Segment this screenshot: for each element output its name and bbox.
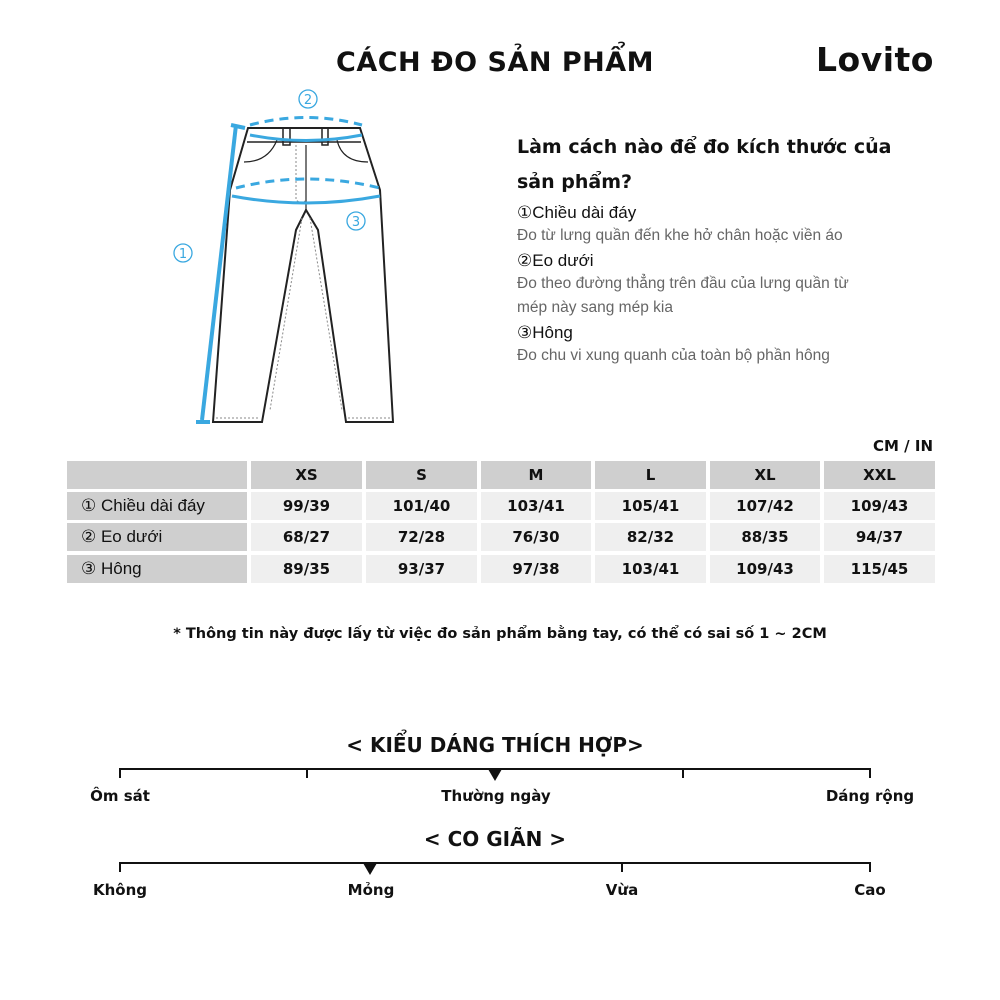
- table-cell: 68/27: [251, 523, 362, 551]
- column-header: L: [595, 461, 706, 489]
- row-label: ② Eo dưới: [67, 523, 247, 551]
- scale-label: Thường ngày: [441, 787, 551, 805]
- fit-scale-title: < KIỂU DÁNG THÍCH HỢP>: [346, 733, 644, 757]
- measure-item-title: ②Eo dưới: [517, 251, 594, 270]
- scale-label: Mỏng: [347, 881, 395, 899]
- svg-text:2: 2: [303, 93, 313, 108]
- pants-outline-icon: [213, 128, 393, 422]
- table-cell: 72/28: [366, 523, 477, 551]
- svg-text:1: 1: [178, 247, 188, 262]
- measure-item-desc: Đo từ lưng quần đến khe hở chân hoặc viền áo: [517, 227, 843, 244]
- pants-measurement-diagram: [160, 80, 410, 440]
- column-header: S: [366, 461, 477, 489]
- measure-item-desc: Đo theo đường thẳng trên đầu của lưng quần từ: [517, 275, 849, 292]
- table-cell: 101/40: [366, 492, 477, 520]
- selected-marker-icon: [488, 769, 502, 781]
- stretch-scale-title: < CO GIÃN >: [423, 827, 567, 851]
- page-title: CÁCH ĐO SẢN PHẨM: [336, 47, 654, 78]
- table-corner-cell: [67, 461, 247, 489]
- scale-tick: [621, 862, 623, 872]
- table-cell: 103/41: [595, 555, 706, 583]
- stretch-scale-line: [119, 862, 871, 864]
- table-cell: 89/35: [251, 555, 362, 583]
- measurement-note: * Thông tin này được lấy từ việc đo sản phẩm bằng tay, có thể có sai số 1 ~ 2CM: [173, 626, 827, 642]
- scale-label: Dáng rộng: [825, 787, 915, 805]
- measure-item-title: ①Chiều dài đáy: [517, 203, 637, 222]
- how-to-question: Làm cách nào để đo kích thước của: [517, 136, 892, 158]
- table-cell: 76/30: [481, 523, 591, 551]
- table-cell: 94/37: [824, 523, 935, 551]
- measure-item-desc: Đo chu vi xung quanh của toàn bộ phần hông: [517, 347, 830, 364]
- table-cell: 99/39: [251, 492, 362, 520]
- scale-tick: [119, 862, 121, 872]
- scale-tick: [682, 768, 684, 778]
- measure-item-desc-cont: mép này sang mép kia: [517, 299, 673, 316]
- scale-tick: [869, 768, 871, 778]
- scale-label: Không: [92, 881, 148, 899]
- scale-tick: [306, 768, 308, 778]
- column-header: XS: [251, 461, 362, 489]
- column-header: XL: [710, 461, 820, 489]
- column-header: M: [481, 461, 591, 489]
- row-label: ① Chiều dài đáy: [67, 492, 247, 520]
- table-cell: 105/41: [595, 492, 706, 520]
- scale-label: Ôm sát: [90, 787, 150, 805]
- how-to-question-cont: sản phẩm?: [517, 171, 633, 193]
- scale-tick: [119, 768, 121, 778]
- svg-text:3: 3: [351, 215, 361, 230]
- table-cell: 109/43: [710, 555, 820, 583]
- measure-item-title: ③Hông: [517, 323, 573, 342]
- brand-logo: Lovito: [816, 40, 934, 79]
- table-cell: 88/35: [710, 523, 820, 551]
- table-cell: 109/43: [824, 492, 935, 520]
- table-cell: 82/32: [595, 523, 706, 551]
- table-cell: 115/45: [824, 555, 935, 583]
- table-cell: 103/41: [481, 492, 591, 520]
- table-cell: 97/38: [481, 555, 591, 583]
- how-to-measure-section: [517, 130, 917, 368]
- unit-label: CM / IN: [873, 437, 933, 455]
- table-cell: 107/42: [710, 492, 820, 520]
- table-cell: 93/37: [366, 555, 477, 583]
- scale-tick: [869, 862, 871, 872]
- selected-marker-icon: [363, 863, 377, 875]
- scale-label: Vừa: [605, 881, 639, 899]
- column-header: XXL: [824, 461, 935, 489]
- row-label: ③ Hông: [67, 555, 247, 583]
- scale-label: Cao: [854, 881, 886, 899]
